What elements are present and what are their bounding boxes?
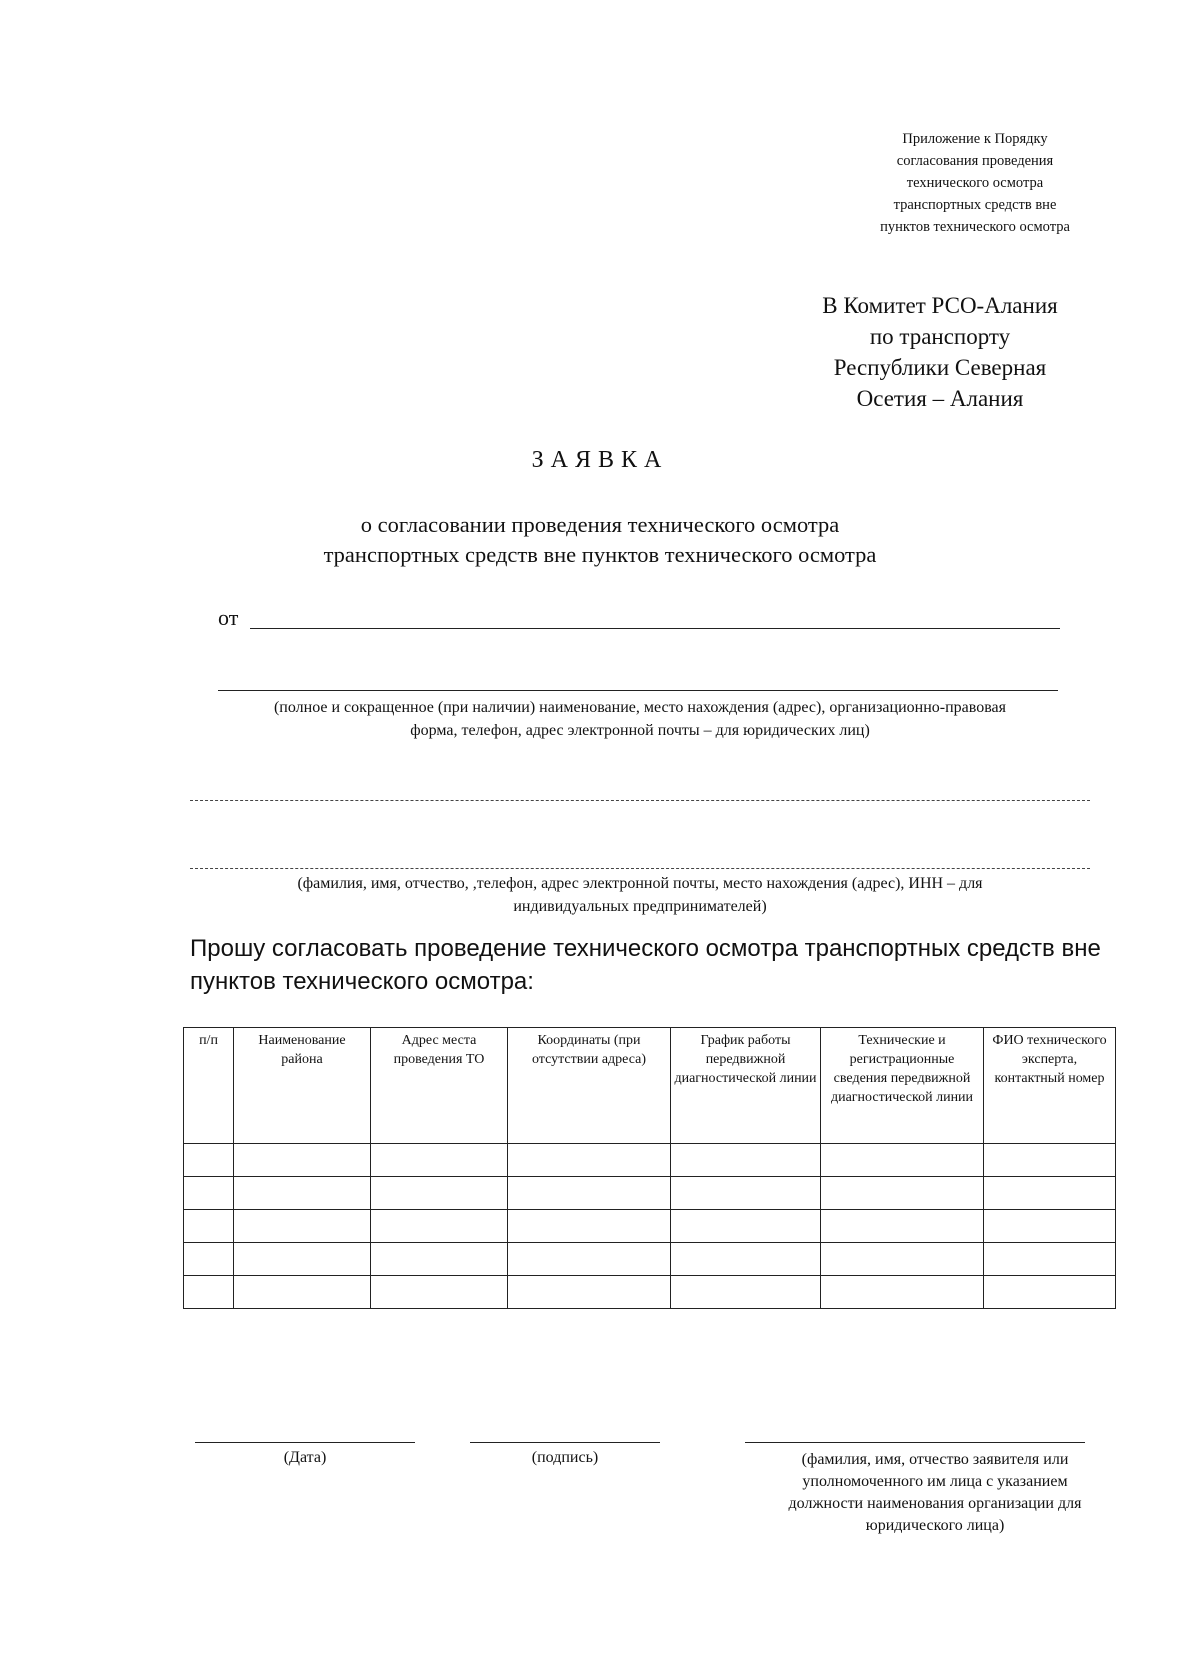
table-cell[interactable] bbox=[371, 1210, 508, 1243]
individual-caption bbox=[185, 872, 1095, 918]
table-cell[interactable] bbox=[234, 1177, 371, 1210]
date-line[interactable] bbox=[195, 1442, 415, 1443]
table-cell[interactable] bbox=[508, 1177, 671, 1210]
table-cell[interactable] bbox=[508, 1276, 671, 1309]
table-cell[interactable] bbox=[184, 1177, 234, 1210]
col-district-header: Наименование района bbox=[234, 1028, 371, 1144]
request-text: Прошу согласовать проведение технического осмотра транспортных средств вне пунктов технического осмотра: bbox=[190, 935, 1101, 995]
col-number-header: п/п bbox=[184, 1028, 234, 1144]
table-cell[interactable] bbox=[234, 1276, 371, 1309]
table-cell[interactable] bbox=[984, 1276, 1116, 1309]
addressee-line: В Комитет РСО-Алания bbox=[822, 293, 1058, 318]
table-row bbox=[184, 1177, 1116, 1210]
table-cell[interactable] bbox=[984, 1210, 1116, 1243]
col-technical-info-header: Технические и регистрационные сведения передвижной диагностической линии bbox=[821, 1028, 984, 1144]
caption-line: (полное и сокращенное (при наличии) наименование, место нахождения (адрес), организационно-правовая bbox=[273, 699, 1007, 716]
subtitle-line: транспортных средств вне пунктов технического осмотра bbox=[323, 542, 877, 567]
document-title: ЗАЯВКА bbox=[531, 447, 669, 473]
table-cell[interactable] bbox=[234, 1243, 371, 1276]
table-cell[interactable] bbox=[671, 1276, 821, 1309]
table-cell[interactable] bbox=[234, 1210, 371, 1243]
addressee-line: по транспорту bbox=[869, 324, 1011, 349]
caption-line: форма, телефон, адрес электронной почты – для юридических лиц) bbox=[410, 722, 870, 739]
addressee-line: Республики Северная bbox=[833, 355, 1047, 380]
addressee-line: Осетия – Алания bbox=[856, 386, 1024, 411]
addressee-block bbox=[780, 290, 1100, 414]
table-row bbox=[184, 1276, 1116, 1309]
appendix-line: Приложение к Порядку bbox=[902, 131, 1048, 147]
applicant-name-line[interactable] bbox=[745, 1442, 1085, 1443]
individual-field-line[interactable] bbox=[190, 800, 1090, 801]
table-cell[interactable] bbox=[184, 1144, 234, 1177]
table-cell[interactable] bbox=[184, 1210, 234, 1243]
caption-line: должности наименования организации для bbox=[788, 1495, 1082, 1512]
table-cell[interactable] bbox=[821, 1276, 984, 1309]
table-cell[interactable] bbox=[821, 1177, 984, 1210]
table-cell[interactable] bbox=[234, 1144, 371, 1177]
legal-entity-caption bbox=[185, 696, 1095, 742]
col-schedule-header: График работы передвижной диагностической линии bbox=[671, 1028, 821, 1144]
table-cell[interactable] bbox=[508, 1210, 671, 1243]
table-cell[interactable] bbox=[671, 1210, 821, 1243]
table-cell[interactable] bbox=[984, 1177, 1116, 1210]
appendix-line: транспортных средств вне bbox=[893, 197, 1057, 213]
vehicles-table bbox=[183, 1027, 1116, 1309]
applicant-name-caption bbox=[760, 1449, 1110, 1537]
table-row bbox=[184, 1243, 1116, 1276]
caption-line: (фамилия, имя, отчество заявителя или bbox=[801, 1451, 1069, 1468]
appendix-line: пунктов технического осмотра bbox=[880, 219, 1070, 235]
table-cell[interactable] bbox=[508, 1243, 671, 1276]
appendix-line: согласования проведения bbox=[896, 153, 1054, 169]
table-cell[interactable] bbox=[371, 1177, 508, 1210]
table-cell[interactable] bbox=[821, 1210, 984, 1243]
table-cell[interactable] bbox=[984, 1243, 1116, 1276]
col-coordinates-header: Координаты (при отсутствии адреса) bbox=[508, 1028, 671, 1144]
table-cell[interactable] bbox=[821, 1243, 984, 1276]
from-field-line[interactable] bbox=[250, 628, 1060, 629]
subtitle-line: о согласовании проведения технического осмотра bbox=[360, 512, 840, 537]
date-caption: (Дата) bbox=[283, 1449, 327, 1466]
document-subtitle bbox=[200, 510, 1000, 570]
individual-field-line-2[interactable] bbox=[190, 868, 1090, 869]
caption-line: уполномоченного им лица с указанием bbox=[802, 1473, 1068, 1490]
col-address-header: Адрес места проведения ТО bbox=[371, 1028, 508, 1144]
appendix-line: технического осмотра bbox=[906, 175, 1044, 191]
table-cell[interactable] bbox=[671, 1144, 821, 1177]
signature-caption: (подпись) bbox=[531, 1449, 599, 1466]
table-cell[interactable] bbox=[371, 1243, 508, 1276]
from-field-line-2[interactable] bbox=[218, 690, 1058, 691]
table-cell[interactable] bbox=[508, 1144, 671, 1177]
table-header-row bbox=[184, 1028, 1116, 1144]
caption-line: юридического лица) bbox=[865, 1517, 1005, 1534]
from-label: от bbox=[218, 605, 239, 630]
table-cell[interactable] bbox=[821, 1144, 984, 1177]
appendix-note bbox=[845, 128, 1105, 238]
caption-line: (фамилия, имя, отчество, ,телефон, адрес электронной почты, место нахождения (адрес), ИНН – для bbox=[297, 875, 983, 892]
caption-line: индивидуальных предпринимателей) bbox=[513, 898, 767, 915]
table-cell[interactable] bbox=[671, 1243, 821, 1276]
table-cell[interactable] bbox=[184, 1276, 234, 1309]
signature-line[interactable] bbox=[470, 1442, 660, 1443]
table-cell[interactable] bbox=[371, 1144, 508, 1177]
table-cell[interactable] bbox=[984, 1144, 1116, 1177]
col-expert-header: ФИО технического эксперта, контактный номер bbox=[984, 1028, 1116, 1144]
table-cell[interactable] bbox=[671, 1177, 821, 1210]
table-row bbox=[184, 1210, 1116, 1243]
table-row bbox=[184, 1144, 1116, 1177]
table-cell[interactable] bbox=[371, 1276, 508, 1309]
table-cell[interactable] bbox=[184, 1243, 234, 1276]
